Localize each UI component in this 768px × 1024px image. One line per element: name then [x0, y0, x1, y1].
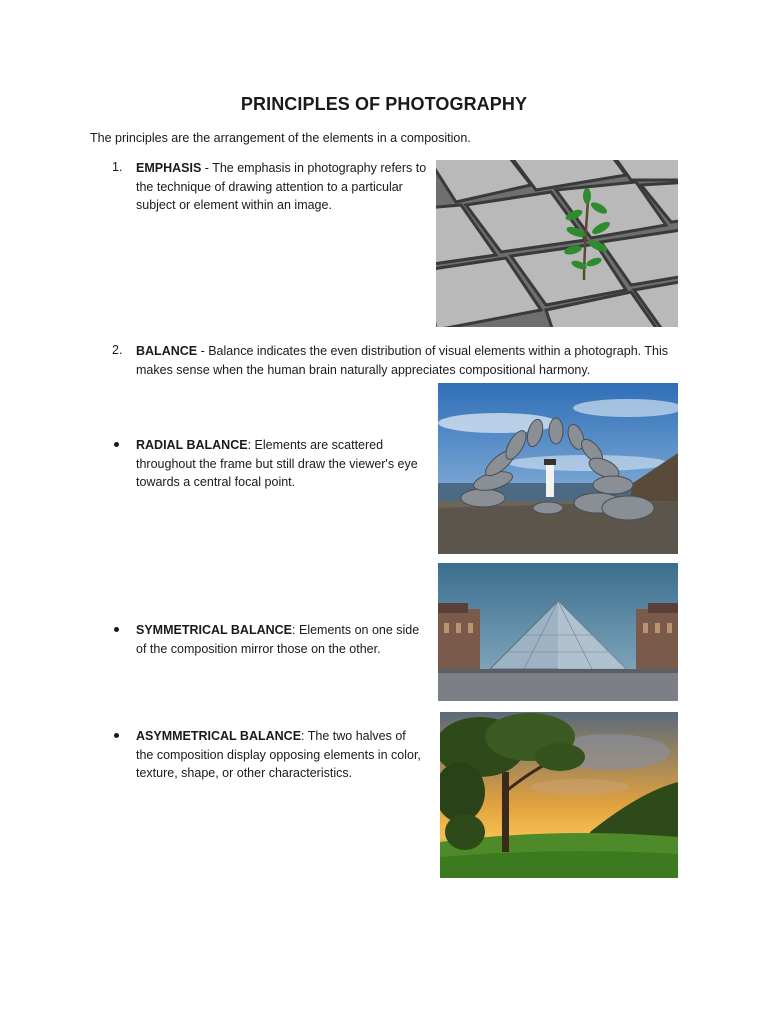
balance-description: Balance indicates the even distribution of visual elements within a photograph. This makes sense when the human brain naturally appreciates compositional harmony. — [136, 344, 668, 377]
emphasis-description: The emphasis in photography refers to the technique of drawing attention to a particular subject or element within an image. — [136, 161, 427, 212]
glass-pyramid-photo — [438, 563, 678, 701]
plant-in-pavement-photo — [436, 160, 678, 327]
bullet-symmetrical — [114, 627, 119, 632]
bullet-item-symmetrical-balance: SYMMETRICAL BALANCE: Elements on one side of the composition mirror those on the other. — [136, 623, 420, 656]
tree-meadow-sunset-photo — [440, 712, 678, 878]
symmetrical-balance-description: Elements on one side of the composition mirror those on the other. — [136, 623, 420, 656]
term-radial-balance: RADIAL BALANCE — [136, 438, 248, 452]
list-item-emphasis: EMPHASIS - The emphasis in photography refers to the technique of drawing attention to a particular subject or element within an image. — [136, 161, 427, 212]
intro-text: The principles are the arrangement of the elements in a composition. — [90, 131, 471, 145]
term-symmetrical-balance: SYMMETRICAL BALANCE — [136, 623, 293, 637]
bullet-asymmetrical — [114, 733, 119, 738]
list-item-balance: BALANCE - Balance indicates the even distribution of visual elements within a photograph. This makes sense when the human brain naturally appreciates compositional harmony. — [136, 344, 668, 377]
list-number-2: 2. — [112, 343, 123, 357]
term-emphasis: EMPHASIS — [136, 161, 202, 175]
page-title: PRINCIPLES OF PHOTOGRAPHY — [240, 94, 528, 114]
term-asymmetrical-balance: ASYMMETRICAL BALANCE — [136, 729, 302, 743]
bullet-item-asymmetrical-balance: ASYMMETRICAL BALANCE: The two halves of the composition display opposing elements in color, texture, shape, or other characteristics. — [136, 729, 421, 780]
list-number-1: 1. — [112, 160, 123, 174]
stone-arch-lighthouse-photo — [438, 383, 678, 554]
bullet-item-radial-balance: RADIAL BALANCE: Elements are scattered throughout the frame but still draw the viewer's eye towards a central focal point. — [136, 438, 418, 489]
radial-balance-description: Elements are scattered throughout the frame but still draw the viewer's eye towards a central focal point. — [136, 438, 418, 489]
term-balance: BALANCE — [136, 344, 198, 358]
asymmetrical-balance-description: The two halves of the composition display opposing elements in color, texture, shape, or other characteristics. — [136, 729, 421, 780]
bullet-radial — [114, 442, 119, 447]
